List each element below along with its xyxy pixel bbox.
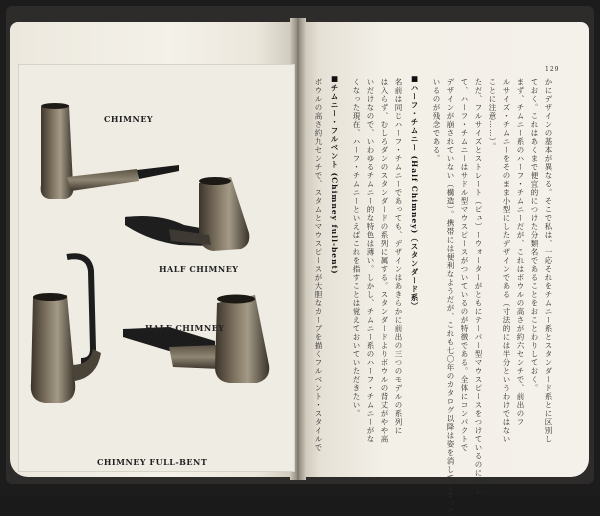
- text-column-8: デザインが崩されていない（構造）。携帯には便利なようだが、これも七〇年のカタログ以降は姿を消してしまって: [446, 78, 455, 516]
- text-column-13: いだけなので、いわゆるチムニー的な特色は薄い。しかし、チムニー系のハーフ・チムニーがな: [366, 78, 375, 444]
- text-column-6: ただ、フルサイズとストレート（ピュ）ーウォーターがともにテーパー型マウスピースをつけているのに対し: [474, 78, 483, 495]
- pipe-illustration: [19, 65, 294, 471]
- text-column-1: かにデザインの基本が異なる。そこで私は、一応それをチムニー系とスタンダード系とに区別し: [544, 78, 553, 444]
- text-column-16: ボウルの高さ約九センチで、スタムとマウスピースが大胆なカーブを描くフルベント・スタイルで: [314, 78, 323, 452]
- text-column-12: は入らず、むしろダンのスタンダードの系列に属する。スタンダードよりボウルの背丈がやや高: [380, 78, 389, 444]
- caption-chimney: CHIMNEY: [104, 114, 154, 124]
- half-chimney-pipe-2: [123, 295, 269, 384]
- text-column-14: くなった現在、ハーフ・チムニーといえばこれを指すことは覚えておいていただきたい。: [352, 78, 361, 418]
- text-column-4: ルサイズ・チムニーをそのまま小型にしたデザインである（寸法的には半分というわけではない: [502, 78, 511, 444]
- right-page-number: 129: [545, 66, 560, 73]
- text-column-7: て、ハーフ・チムニーはサドル型マウスピースがついているのが特徴である。全体にコンパクトで: [460, 78, 469, 452]
- half-chimney-pipe-1: [125, 177, 249, 251]
- caption-chimney-full-bent: CHIMNEY FULL-BENT: [97, 457, 208, 467]
- chimney-full-bent-pipe: [31, 256, 101, 403]
- caption-half-chimney-1: HALF CHIMNEY: [159, 264, 239, 274]
- section-heading-chimney-full-bent: ■チムニー・フルベント (Chimney full-bent): [330, 74, 339, 275]
- text-column-3: まず、チムニー系のハーフ・チムニーだが、これはボウルの高さが約六センチで、前出のフ: [516, 78, 525, 427]
- text-column-11: 名前は同じハーフ・チムニーであっても、デザインはあきらかに前出の三つのモデルの系列に: [394, 78, 403, 435]
- pipe-figure-plate: [18, 64, 295, 472]
- text-column-5: ことに注意……）。: [488, 78, 497, 151]
- caption-half-chimney-2: HALF CHIMNEY: [145, 323, 225, 333]
- text-column-9: いるのが残念である。: [432, 78, 441, 163]
- section-heading-half-chimney: ■ハーフ・チムニー (Half Chimney)（スタンダード系）: [410, 74, 419, 311]
- text-column-2: ておく。これはあくまで便宜的につけた分類名であることをおことわりしておく。: [530, 78, 539, 393]
